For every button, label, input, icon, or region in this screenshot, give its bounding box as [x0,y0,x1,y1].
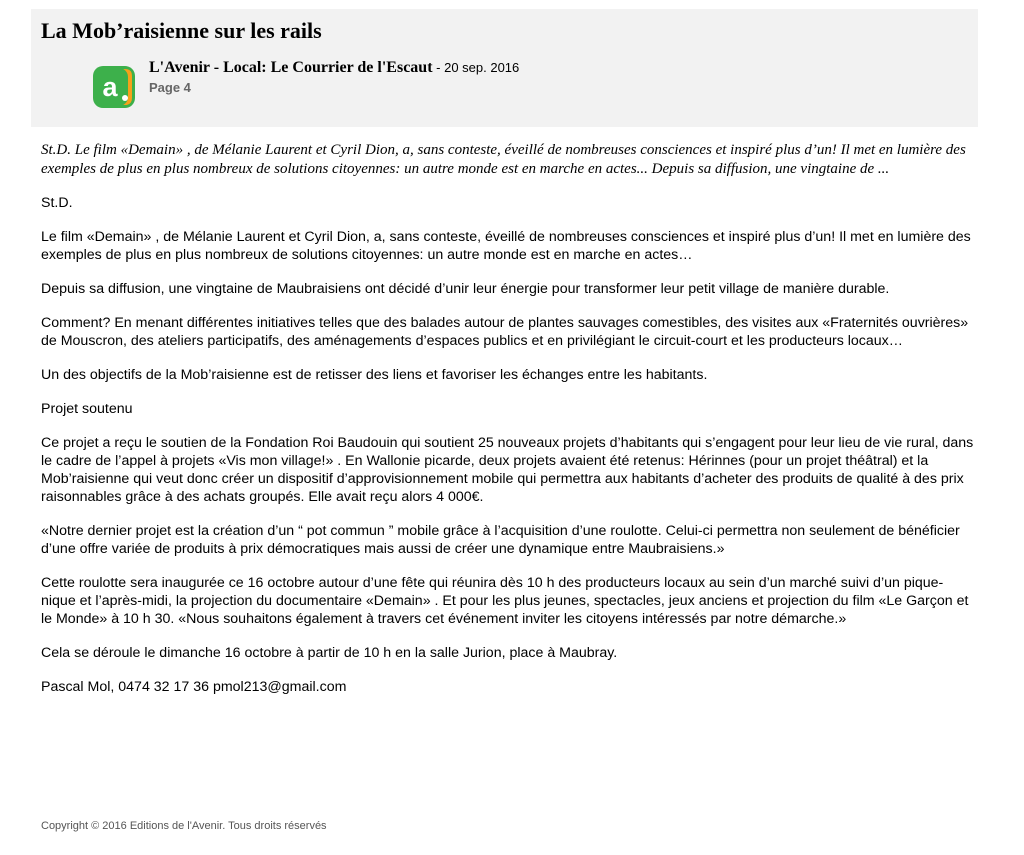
article-lead: St.D. Le film «Demain» , de Mélanie Laurent et Cyril Dion, a, sans conteste, éveillé de nombreuses consciences et inspiré plus d’un! Il met en lumière des exemples de plus en plus nombreux de solutions citoyennes: un autre monde est en marche en actes... Depuis sa diffusion, une vingtaine de ... [41,142,966,177]
article-header [31,9,978,127]
contact-line: Pascal Mol, 0474 32 17 36 pmol213@gmail.com [41,679,347,695]
paragraph: Comment? En menant différentes initiatives telles que des balades autour de plantes sauvages comestibles, des visites aux «Fraternités ouvrières» de Mouscron, des ateliers participatifs, des aménagements d’espaces publics et en privilégiant le circuit-court et les producteurs locaux… [41,315,969,349]
page-number: Page 4 [149,80,191,95]
article-title: La Mob’raisienne sur les rails [41,18,322,43]
paragraph: Un des objectifs de la Mob’raisienne est de retisser des liens et favoriser les échanges entre les habitants. [41,367,708,383]
copyright-footer: Copyright © 2016 Editions de l'Avenir. Tous droits réservés [41,820,327,832]
publication-name: L'Avenir - Local: Le Courrier de l'Escaut [149,59,433,76]
paragraph-byline: St.D. [41,195,73,211]
paragraph: Cela se déroule le dimanche 16 octobre à partir de 10 h en la salle Jurion, place à Maubray. [41,645,618,661]
source-line [149,58,519,78]
paragraph: Depuis sa diffusion, une vingtaine de Maubraisiens ont décidé d’unir leur énergie pour transformer leur petit village de manière durable. [41,281,890,297]
lavenir-logo-icon [93,66,135,108]
paragraph: Le film «Demain» , de Mélanie Laurent et Cyril Dion, a, sans conteste, éveillé de nombreuses consciences et inspiré plus d’un! Il met en lumière des exemples de plus en plus nombreux de solutions citoyennes: un autre monde est en marche en actes… [41,229,971,263]
date-separator: - [432,60,445,75]
paragraph: Ce projet a reçu le soutien de la Fondation Roi Baudouin qui soutient 25 nouveaux projets d’habitants qui s’engagent pour leur lieu de vie rural, dans le cadre de l’appel à projets «Vis mon village!» . En Wallonie picarde, deux projets avaient été retenus: Hérinnes (pour un projet théâtral) et la Mob’raisienne qui veut donc créer un dispositif d’approvisionnement mobile qui permettra aux habitants d’acheter des produits de qualité à des prix raisonnables grâce à des achats groupés. Elle avait reçu alors 4 000€. [41,435,974,505]
svg-text:a: a [102,72,118,102]
paragraph: Cette roulotte sera inaugurée ce 16 octobre autour d’une fête qui réunira dès 10 h des producteurs locaux au sein d’un marché suivi d’un pique-nique et l’après-midi, la projection du documentaire «Demain» . Et pour les plus jeunes, spectacles, jeux anciens et projection du film «Le Garçon et le Monde» à 10 h 30. «Nous souhaitons également à travers cet événement inviter les citoyens intéressés par notre démarche.» [41,575,969,627]
publication-date: 20 sep. 2016 [444,60,520,75]
article-body [41,141,976,712]
paragraph-quote: «Notre dernier projet est la création d’un “ pot commun ” mobile grâce à l’acquisition d’une roulotte. Celui-ci permettra non seulement de bénéficier d’une offre variée de produits à prix démocratiques mais aussi de créer une dynamique entre Maubraisiens.» [41,523,960,557]
section-subheading: Projet soutenu [41,401,133,417]
